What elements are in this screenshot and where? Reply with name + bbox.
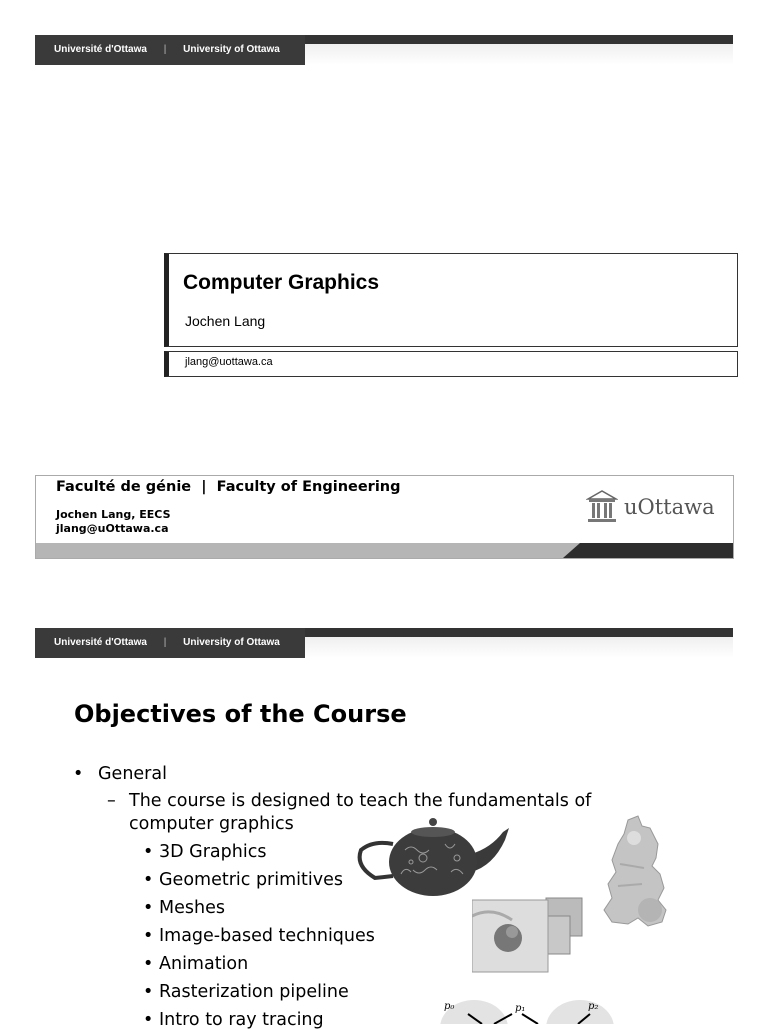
header-fade — [305, 637, 733, 658]
label-p2: p₂ — [588, 1001, 599, 1012]
list-item: • Image-based techniques — [159, 926, 375, 946]
header-fade — [305, 44, 733, 65]
building-icon — [586, 489, 618, 525]
slide-title: Objectives of the Course — [74, 700, 407, 728]
header-tab — [35, 35, 305, 65]
header-english: University of Ottawa — [183, 637, 280, 648]
header-english: University of Ottawa — [183, 44, 280, 55]
list-item: • 3D Graphics — [159, 842, 266, 862]
sub-bullet-line2: computer graphics — [129, 814, 294, 834]
sub-bullet-line1: – The course is designed to teach the fundamentals of — [129, 791, 591, 811]
footer-name: Jochen Lang, EECS — [56, 508, 171, 521]
bullet-general: • General — [98, 764, 167, 784]
label-p0: p₀ — [444, 1001, 455, 1012]
list-item: • Animation — [159, 954, 248, 974]
header-separator: | — [163, 44, 167, 55]
header-french: Université d'Ottawa — [54, 44, 147, 55]
uottawa-logo — [586, 488, 715, 526]
image-based-photos — [472, 896, 584, 974]
list-item: • Meshes — [159, 898, 225, 918]
footer-email: jlang@uOttawa.ca — [56, 522, 169, 535]
teapot-image — [353, 814, 513, 900]
title-box — [164, 253, 738, 347]
logo-text: uOttawa — [624, 495, 715, 519]
header-tab — [35, 628, 305, 658]
list-item: • Geometric primitives — [159, 870, 343, 890]
footer — [35, 475, 734, 559]
email-box — [164, 351, 738, 377]
header-separator: | — [163, 637, 167, 648]
author-name: Jochen Lang — [185, 313, 266, 329]
list-item: • Rasterization pipeline — [159, 982, 349, 1002]
email-text: jlang@uottawa.ca — [185, 356, 273, 368]
header-french: Université d'Ottawa — [54, 637, 147, 648]
label-p1: p₁ — [515, 1003, 526, 1014]
slide-title: Computer Graphics — [183, 271, 380, 294]
footer-contact — [56, 508, 171, 536]
list-item: • Intro to ray tracing — [159, 1010, 324, 1030]
footer-band-dark — [563, 543, 733, 558]
figurine-scan-image — [598, 814, 674, 928]
faculty-label: Faculté de génie | Faculty of Engineering — [56, 479, 401, 495]
